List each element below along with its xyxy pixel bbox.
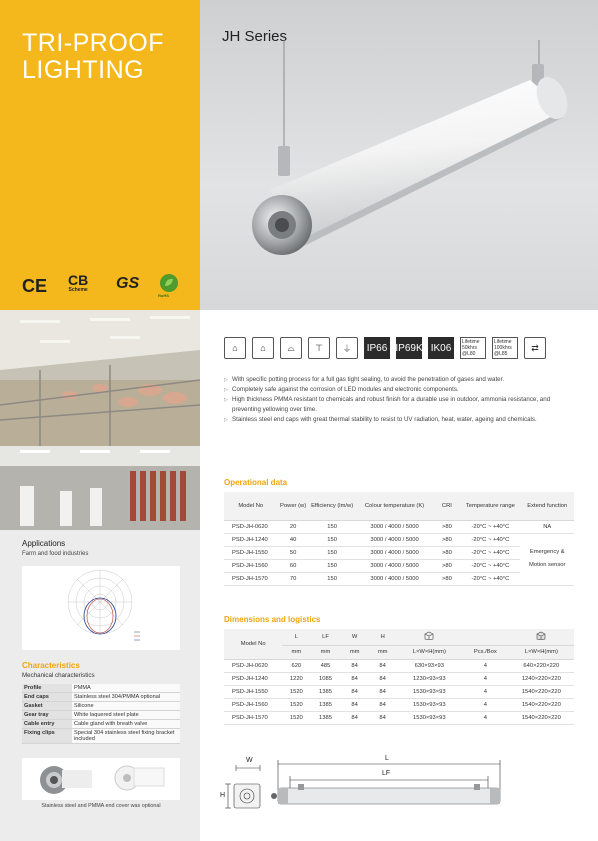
unit-label: L×W×H(mm) xyxy=(397,645,462,659)
cct-cell: 3000 / 4000 / 5000 xyxy=(356,520,434,533)
extend-function-cell: NA xyxy=(520,520,574,533)
lifetime-label: Lifetime xyxy=(462,339,480,345)
height-cell: 84 xyxy=(369,698,397,711)
cri-cell: >80 xyxy=(434,520,461,533)
table-row xyxy=(224,672,574,685)
model-cell: PSD-JH-0620 xyxy=(224,659,282,672)
unit-label: mm xyxy=(341,645,369,659)
cb-scheme-icon xyxy=(68,274,88,293)
power-cell: 50 xyxy=(278,546,309,559)
power-cell: 70 xyxy=(278,572,309,585)
table-row xyxy=(224,520,574,533)
cri-cell: >80 xyxy=(434,546,461,559)
package-size-cell: 1530×93×93 xyxy=(397,685,462,698)
char-value: White laquered steel plate xyxy=(72,711,180,720)
lf-cell: 1385 xyxy=(310,698,340,711)
model-cell: PSD-JH-0620 xyxy=(224,520,278,533)
lf-cell: 1385 xyxy=(310,685,340,698)
food-factory-photo xyxy=(0,446,200,530)
lifetime-rating: @L80 xyxy=(462,351,476,357)
cb-label: CB xyxy=(68,272,89,288)
package-size-cell: 1530×93×93 xyxy=(397,711,462,724)
col-header: CRI xyxy=(434,492,461,520)
char-key: Gear tray xyxy=(22,711,72,720)
cri-cell: >80 xyxy=(434,533,461,546)
cb-sub-label: Scheme xyxy=(68,287,88,293)
efficiency-cell: 150 xyxy=(309,546,356,559)
temp-range-cell: -20°C ~ +40°C xyxy=(460,572,520,585)
applications-title: Applications xyxy=(22,539,66,548)
char-value: Silicone xyxy=(72,702,180,711)
dimension-drawing xyxy=(218,754,508,814)
applications-text: Farm and food industries xyxy=(22,551,89,557)
dimensions-title: Dimensions and logistics xyxy=(224,615,321,624)
col-header-pcs xyxy=(462,629,509,645)
luminaire-product-image xyxy=(200,40,598,310)
gs-mark-icon: GS xyxy=(116,275,140,292)
char-key: Fixing clips xyxy=(22,729,72,744)
temp-range-cell: -20°C ~ +40°C xyxy=(460,533,520,546)
length-cell: 1520 xyxy=(282,685,310,698)
carton-size-cell: 1240×220×220 xyxy=(509,672,574,685)
pcs-box-cell: 4 xyxy=(462,659,509,672)
col-header: Model No xyxy=(224,629,282,659)
cct-cell: 3000 / 4000 / 5000 xyxy=(356,559,434,572)
unit-label: L×W×H(mm) xyxy=(509,645,574,659)
ip66-rating-icon: IP66 xyxy=(364,337,390,359)
page-title xyxy=(22,30,164,84)
char-key: Gasket xyxy=(22,702,72,711)
package-size-cell: 1530×93×93 xyxy=(397,698,462,711)
height-cell: 84 xyxy=(369,672,397,685)
col-header: Efficiency (lm/w) xyxy=(309,492,356,520)
lifetime-hours: 100khrs xyxy=(494,345,512,351)
cct-cell: 3000 / 4000 / 5000 xyxy=(356,546,434,559)
cct-cell: 3000 / 4000 / 5000 xyxy=(356,572,434,585)
linkable-connection-icon: ⇄ xyxy=(524,337,546,359)
mechanical-characteristics-table xyxy=(22,684,180,744)
table-row xyxy=(22,702,180,711)
table-header-row xyxy=(224,492,574,520)
char-key: Profile xyxy=(22,684,72,693)
pcs-box-cell: 4 xyxy=(462,685,509,698)
temp-range-cell: -20°C ~ +40°C xyxy=(460,559,520,572)
rohs-label: RoHS xyxy=(158,293,169,298)
efficiency-cell: 150 xyxy=(309,559,356,572)
temp-range-cell: -20°C ~ +40°C xyxy=(460,520,520,533)
width-cell: 84 xyxy=(341,711,369,724)
pcs-box-cell: 4 xyxy=(462,698,509,711)
extend-function-cell: Emergency & Motion sensor xyxy=(520,533,574,585)
col-header: L xyxy=(282,629,310,645)
operational-data-title: Operational data xyxy=(224,478,288,487)
height-label: H xyxy=(220,792,226,799)
char-key: End caps xyxy=(22,693,72,702)
carton-size-cell: 640×220×220 xyxy=(509,659,574,672)
char-value: Stainless steel 304/PMMA optional xyxy=(72,693,180,702)
col-header: LF xyxy=(310,629,340,645)
rohs-leaf-icon xyxy=(160,274,178,292)
col-header: Extend function xyxy=(520,492,574,520)
table-row xyxy=(224,659,574,672)
table-row xyxy=(224,685,574,698)
col-header: Temperature range xyxy=(460,492,520,520)
protection-class-icon: ⏚ xyxy=(336,337,358,359)
list-item: ▷ With specific potting process for a full gas tight sealing, to avoid the penetration of gases and water. xyxy=(224,375,574,385)
feature-list xyxy=(224,375,574,425)
unit-label: mm xyxy=(369,645,397,659)
col-header: Colour temperature (K) xyxy=(356,492,434,520)
col-header: Power (w) xyxy=(278,492,309,520)
cct-cell: 3000 / 4000 / 5000 xyxy=(356,533,434,546)
pig-farm-photo xyxy=(0,310,200,446)
package-box-icon xyxy=(397,629,462,645)
length-cell: 1520 xyxy=(282,711,310,724)
table-row xyxy=(224,698,574,711)
carton-size-cell: 1540×220×220 xyxy=(509,698,574,711)
list-item: ▷ Stainless steel end caps with great thermal stability to resist to UV radiation, heat, water, ageing and chemicals. xyxy=(224,415,574,425)
width-cell: 84 xyxy=(341,698,369,711)
table-row xyxy=(224,711,574,724)
col-header: W xyxy=(341,629,369,645)
model-cell: PSD-JH-1550 xyxy=(224,546,278,559)
list-item: ▷ High thickness PMMA resistant to chemicals and robust finish for a durable use in outdoor, ammonia resistance, and preventing yellowing over time. xyxy=(224,395,574,415)
ceiling-surface-mount-icon: ⌓ xyxy=(280,337,302,359)
lifetime-hours: 50khrs xyxy=(462,345,478,351)
power-cell: 20 xyxy=(278,520,309,533)
lf-cell: 485 xyxy=(310,659,340,672)
characteristics-subtitle: Mechanical characteristics xyxy=(22,672,95,679)
title-line-1: TRI-PROOF xyxy=(22,29,164,57)
width-cell: 84 xyxy=(341,659,369,672)
model-cell: PSD-JH-1240 xyxy=(224,533,278,546)
cri-cell: >80 xyxy=(434,559,461,572)
lifetime-100khrs-icon xyxy=(492,337,518,359)
outdoor-use-icon: ⌂ xyxy=(252,337,274,359)
unit-label: mm xyxy=(310,645,340,659)
length-cell: 1520 xyxy=(282,698,310,711)
pcs-box-cell: 4 xyxy=(462,672,509,685)
indoor-use-icon: ⌂ xyxy=(224,337,246,359)
carton-size-cell: 1540×220×220 xyxy=(509,711,574,724)
lifetime-label: Lifetime xyxy=(494,339,512,345)
carton-size-cell: 1540×220×220 xyxy=(509,685,574,698)
polar-light-distribution-diagram xyxy=(22,566,180,650)
end-cap-caption: Stainless steel and PMMA end cover was optional xyxy=(41,803,161,809)
col-header: Model No xyxy=(224,492,278,520)
ip69k-rating-icon: IP69K xyxy=(396,337,422,359)
table-row xyxy=(22,693,180,702)
title-line-2: LIGHTING xyxy=(22,56,145,84)
efficiency-cell: 150 xyxy=(309,572,356,585)
model-cell: PSD-JH-1560 xyxy=(224,559,278,572)
suspended-mount-icon: ⊤ xyxy=(308,337,330,359)
cri-cell: >80 xyxy=(434,572,461,585)
width-label: W xyxy=(246,757,253,764)
char-value: Special 304 stainless steel fixing bracket included xyxy=(72,729,180,744)
lf-cell: 1385 xyxy=(310,711,340,724)
pcs-box-cell: 4 xyxy=(462,711,509,724)
package-size-cell: 1230×93×93 xyxy=(397,672,462,685)
model-cell: PSD-JH-1560 xyxy=(224,698,282,711)
carton-box-icon xyxy=(509,629,574,645)
model-cell: PSD-JH-1550 xyxy=(224,685,282,698)
table-row xyxy=(22,729,180,744)
lifetime-50khrs-icon xyxy=(460,337,486,359)
operational-data-table xyxy=(224,492,574,586)
char-value: Cable gland with breath valve xyxy=(72,720,180,729)
length-cell: 620 xyxy=(282,659,310,672)
lf-label: LF xyxy=(382,770,391,777)
table-header-row xyxy=(224,629,574,645)
package-size-cell: 630×93×93 xyxy=(397,659,462,672)
end-cap-photos xyxy=(22,758,180,800)
efficiency-cell: 150 xyxy=(309,533,356,546)
temp-range-cell: -20°C ~ +40°C xyxy=(460,546,520,559)
table-row xyxy=(224,533,574,546)
length-cell: 1220 xyxy=(282,672,310,685)
power-cell: 60 xyxy=(278,559,309,572)
ik06-rating-icon: IK06 xyxy=(428,337,454,359)
char-value: PMMA xyxy=(72,684,180,693)
height-cell: 84 xyxy=(369,685,397,698)
lifetime-rating: @L85 xyxy=(494,351,508,357)
list-item: ▷ Completely safe against the corrosion of LED modules and electronic components. xyxy=(224,385,574,395)
table-row xyxy=(22,720,180,729)
lf-cell: 1085 xyxy=(310,672,340,685)
table-row xyxy=(22,711,180,720)
width-cell: 84 xyxy=(341,685,369,698)
table-row xyxy=(22,684,180,693)
unit-label: mm xyxy=(282,645,310,659)
model-cell: PSD-JH-1570 xyxy=(224,711,282,724)
width-cell: 84 xyxy=(341,672,369,685)
height-cell: 84 xyxy=(369,659,397,672)
model-cell: PSD-JH-1240 xyxy=(224,672,282,685)
height-cell: 84 xyxy=(369,711,397,724)
model-cell: PSD-JH-1570 xyxy=(224,572,278,585)
char-key: Cable entry xyxy=(22,720,72,729)
ce-mark-icon: CE xyxy=(22,276,48,296)
dimensions-table xyxy=(224,629,574,725)
efficiency-cell: 150 xyxy=(309,520,356,533)
length-label: L xyxy=(385,755,389,762)
col-header: H xyxy=(369,629,397,645)
series-title: JH Series xyxy=(222,28,288,45)
characteristics-title: Characteristics xyxy=(22,661,80,670)
power-cell: 40 xyxy=(278,533,309,546)
unit-label: Pcs./Box xyxy=(462,645,509,659)
feature-icon-row xyxy=(224,337,546,359)
